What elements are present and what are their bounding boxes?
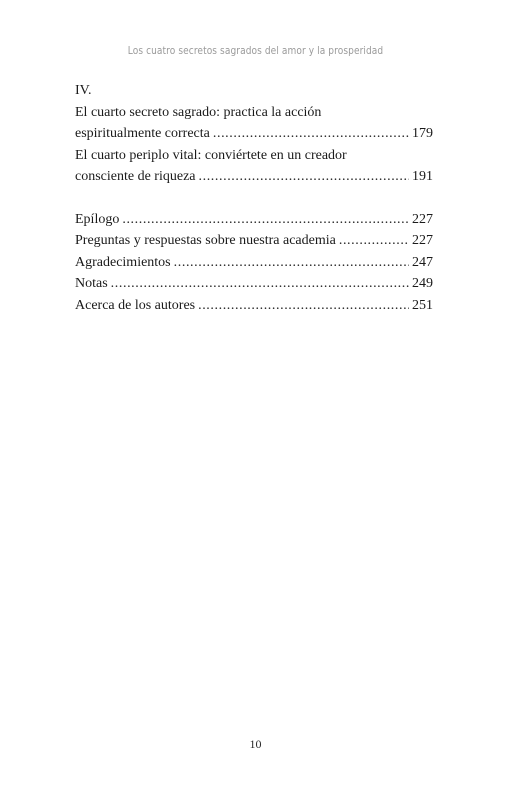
- toc-entry-fourth-secret[interactable]: [75, 102, 433, 145]
- toc-entry-title-line: consciente de riqueza: [75, 169, 196, 184]
- table-of-contents: [75, 80, 433, 316]
- dot-leader: [171, 252, 409, 274]
- page-number: 249: [412, 276, 433, 291]
- page-number: 251: [412, 297, 433, 313]
- toc-entry-title-line: El cuarto periplo vital: conviértete en un creador: [75, 147, 347, 163]
- toc-entry-epilogue[interactable]: [75, 209, 433, 231]
- toc-entry-fourth-journey[interactable]: [75, 145, 433, 188]
- dot-leader: [195, 295, 409, 317]
- dot-leader: [336, 230, 409, 252]
- dot-leader: [108, 273, 409, 295]
- dot-leader: [196, 166, 410, 188]
- toc-entry-title: Preguntas y respuestas sobre nuestra academia: [75, 233, 336, 248]
- toc-entry-title: Notas: [75, 276, 108, 291]
- page-number: 247: [412, 254, 433, 270]
- page-number: 227: [412, 211, 433, 227]
- toc-entry-title: Agradecimientos: [75, 254, 171, 270]
- toc-entry-notes[interactable]: [75, 273, 433, 295]
- spacer: [75, 188, 433, 209]
- page-folio: 10: [249, 737, 262, 751]
- toc-entry-questions[interactable]: [75, 230, 433, 252]
- toc-entry-about-authors[interactable]: [75, 295, 433, 317]
- running-head: Los cuatro secretos sagrados del amor y la prosperidad: [127, 45, 384, 57]
- section-label: IV.: [75, 83, 92, 98]
- toc-entry-acknowledgements[interactable]: [75, 252, 433, 274]
- page-number: 179: [412, 126, 433, 141]
- dot-leader: [210, 123, 409, 145]
- page-number: 191: [412, 169, 433, 184]
- toc-entry-title-line: espiritualmente correcta: [75, 126, 210, 141]
- toc-entry-title: Acerca de los autores: [75, 297, 196, 313]
- dot-leader: [119, 209, 409, 231]
- toc-entry-title: Epílogo: [75, 211, 120, 227]
- toc-entry-title-line: El cuarto secreto sagrado: practica la acción: [75, 104, 322, 120]
- page-number: 227: [412, 233, 433, 248]
